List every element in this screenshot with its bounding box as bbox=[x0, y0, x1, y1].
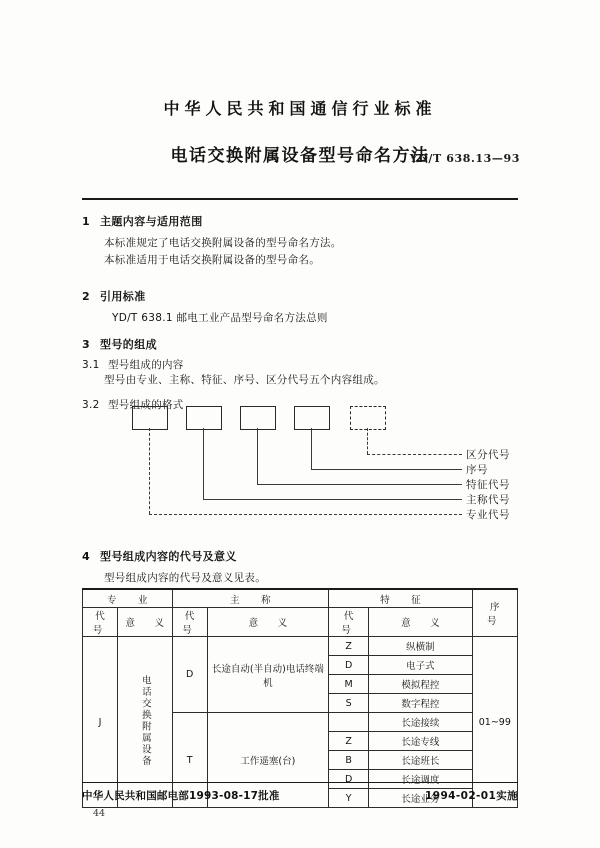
th-specialty-code: 代 号 bbox=[83, 608, 118, 637]
page-number: 44 bbox=[93, 808, 106, 819]
paragraph: 本标准适用于电话交换附属设备的型号命名。 bbox=[104, 254, 320, 266]
th-name-code: 代 号 bbox=[172, 608, 207, 637]
diagram-label-specialty: 专业代号 bbox=[466, 509, 510, 521]
section-4-heading bbox=[82, 548, 518, 564]
th-feature-meaning: 意 义 bbox=[369, 608, 473, 637]
table-header-sub-row bbox=[83, 608, 518, 637]
organization-line: 中华人民共和国通信行业标准 bbox=[163, 99, 437, 118]
cell-feature-meaning: 长途调度 bbox=[369, 770, 473, 789]
table-row bbox=[83, 637, 518, 656]
section-3-1-title: 型号组成的内容 bbox=[108, 359, 184, 371]
cell-feature-meaning: 长途业务 bbox=[369, 789, 473, 808]
cell-name-code-d: D bbox=[172, 637, 207, 713]
section-3-2-number: 3.2 bbox=[82, 399, 100, 411]
cell-specialty-code: J bbox=[83, 637, 118, 808]
cell-sequence: 01~99 bbox=[472, 637, 517, 808]
cell-feature-code bbox=[329, 713, 369, 732]
cell-feature-meaning: 纵横制 bbox=[369, 637, 473, 656]
cell-name-meaning-d: 长途自动(半自动)电话终端机 bbox=[207, 637, 329, 713]
format-box-feature bbox=[240, 406, 276, 430]
cell-name-code-t: T bbox=[172, 713, 207, 808]
diagram-label-sequence: 序号 bbox=[466, 464, 488, 476]
section-2-number: 2 bbox=[82, 290, 91, 303]
section-3-1 bbox=[82, 357, 518, 389]
format-box-name bbox=[186, 406, 222, 430]
section-2-heading bbox=[82, 288, 518, 304]
footer-divider bbox=[82, 782, 518, 783]
cell-feature-code: B bbox=[329, 751, 369, 770]
cell-feature-code: D bbox=[329, 770, 369, 789]
cell-name-meaning-t: 工作遥塞(台) bbox=[207, 713, 329, 808]
th-feature: 特 征 bbox=[329, 589, 472, 608]
cell-feature-meaning: 长途专线 bbox=[369, 732, 473, 751]
referenced-standard: YD/T 638.1 邮电工业产品型号命名方法总则 bbox=[112, 312, 328, 324]
diagram-label-distinguish: 区分代号 bbox=[466, 449, 510, 461]
section-3-heading bbox=[82, 336, 518, 352]
th-feature-code: 代 号 bbox=[329, 608, 369, 637]
section-4-title: 型号组成内容的代号及意义 bbox=[100, 550, 237, 563]
section-1-heading bbox=[82, 213, 518, 229]
section-3 bbox=[82, 336, 518, 352]
cell-feature-code: D bbox=[329, 656, 369, 675]
section-3-2-title: 型号组成的格式 bbox=[108, 399, 184, 411]
cell-feature-meaning: 模拟程控 bbox=[369, 675, 473, 694]
th-specialty-meaning: 意 义 bbox=[118, 608, 173, 637]
format-box-specialty bbox=[132, 406, 168, 430]
table-header-group-row bbox=[83, 589, 518, 608]
cell-feature-meaning: 长途接续 bbox=[369, 713, 473, 732]
specialty-meaning-vertical: 电话交换附属设备 bbox=[139, 674, 151, 767]
cell-feature-code: S bbox=[329, 694, 369, 713]
section-4-number: 4 bbox=[82, 550, 91, 563]
section-1-title: 主题内容与适用范围 bbox=[100, 215, 203, 228]
paragraph: 型号由专业、主称、特征、序号、区分代号五个内容组成。 bbox=[104, 374, 385, 386]
section-2-title: 引用标准 bbox=[100, 290, 146, 303]
section-1-body bbox=[82, 235, 518, 269]
section-1-number: 1 bbox=[82, 215, 91, 228]
footer-approval: 中华人民共和国邮电部1993-08-17批准 bbox=[82, 790, 280, 802]
section-3-number: 3 bbox=[82, 338, 91, 351]
codes-table-wrapper bbox=[82, 588, 522, 808]
th-name: 主 称 bbox=[172, 589, 329, 608]
cell-feature-meaning: 数字程控 bbox=[369, 694, 473, 713]
cell-feature-code: M bbox=[329, 675, 369, 694]
paragraph: 本标准规定了电话交换附属设备的型号命名方法。 bbox=[104, 237, 342, 249]
page-title: 电话交换附属设备型号命名方法 bbox=[170, 146, 430, 166]
cell-feature-code: Z bbox=[329, 732, 369, 751]
codes-table bbox=[82, 588, 522, 808]
cell-feature-meaning: 电子式 bbox=[369, 656, 473, 675]
th-name-meaning: 意 义 bbox=[207, 608, 329, 637]
section-3-1-number: 3.1 bbox=[82, 359, 100, 371]
section-3-title: 型号的组成 bbox=[100, 338, 157, 351]
th-sequence: 序 号 bbox=[472, 589, 517, 637]
header-divider bbox=[82, 198, 518, 200]
section-3-1-heading bbox=[82, 357, 518, 372]
th-specialty: 专 业 bbox=[83, 589, 173, 608]
model-format-diagram bbox=[82, 406, 518, 536]
section-1 bbox=[82, 213, 518, 229]
format-box-distinguish bbox=[350, 406, 386, 430]
paragraph: 型号组成内容的代号及意义见表。 bbox=[104, 572, 266, 584]
section-2 bbox=[82, 288, 518, 304]
diagram-label-feature: 特征代号 bbox=[466, 479, 510, 491]
cell-feature-code: Z bbox=[329, 637, 369, 656]
footer-effective: 1994-02-01实施 bbox=[425, 790, 518, 802]
section-2-body bbox=[82, 310, 518, 327]
diagram-label-name: 主称代号 bbox=[466, 494, 510, 506]
section-4 bbox=[82, 548, 518, 587]
format-box-sequence bbox=[294, 406, 330, 430]
standard-number: YD/T 638.13—93 bbox=[409, 152, 520, 165]
cell-feature-meaning: 长途班长 bbox=[369, 751, 473, 770]
cell-feature-code: Y bbox=[329, 789, 369, 808]
